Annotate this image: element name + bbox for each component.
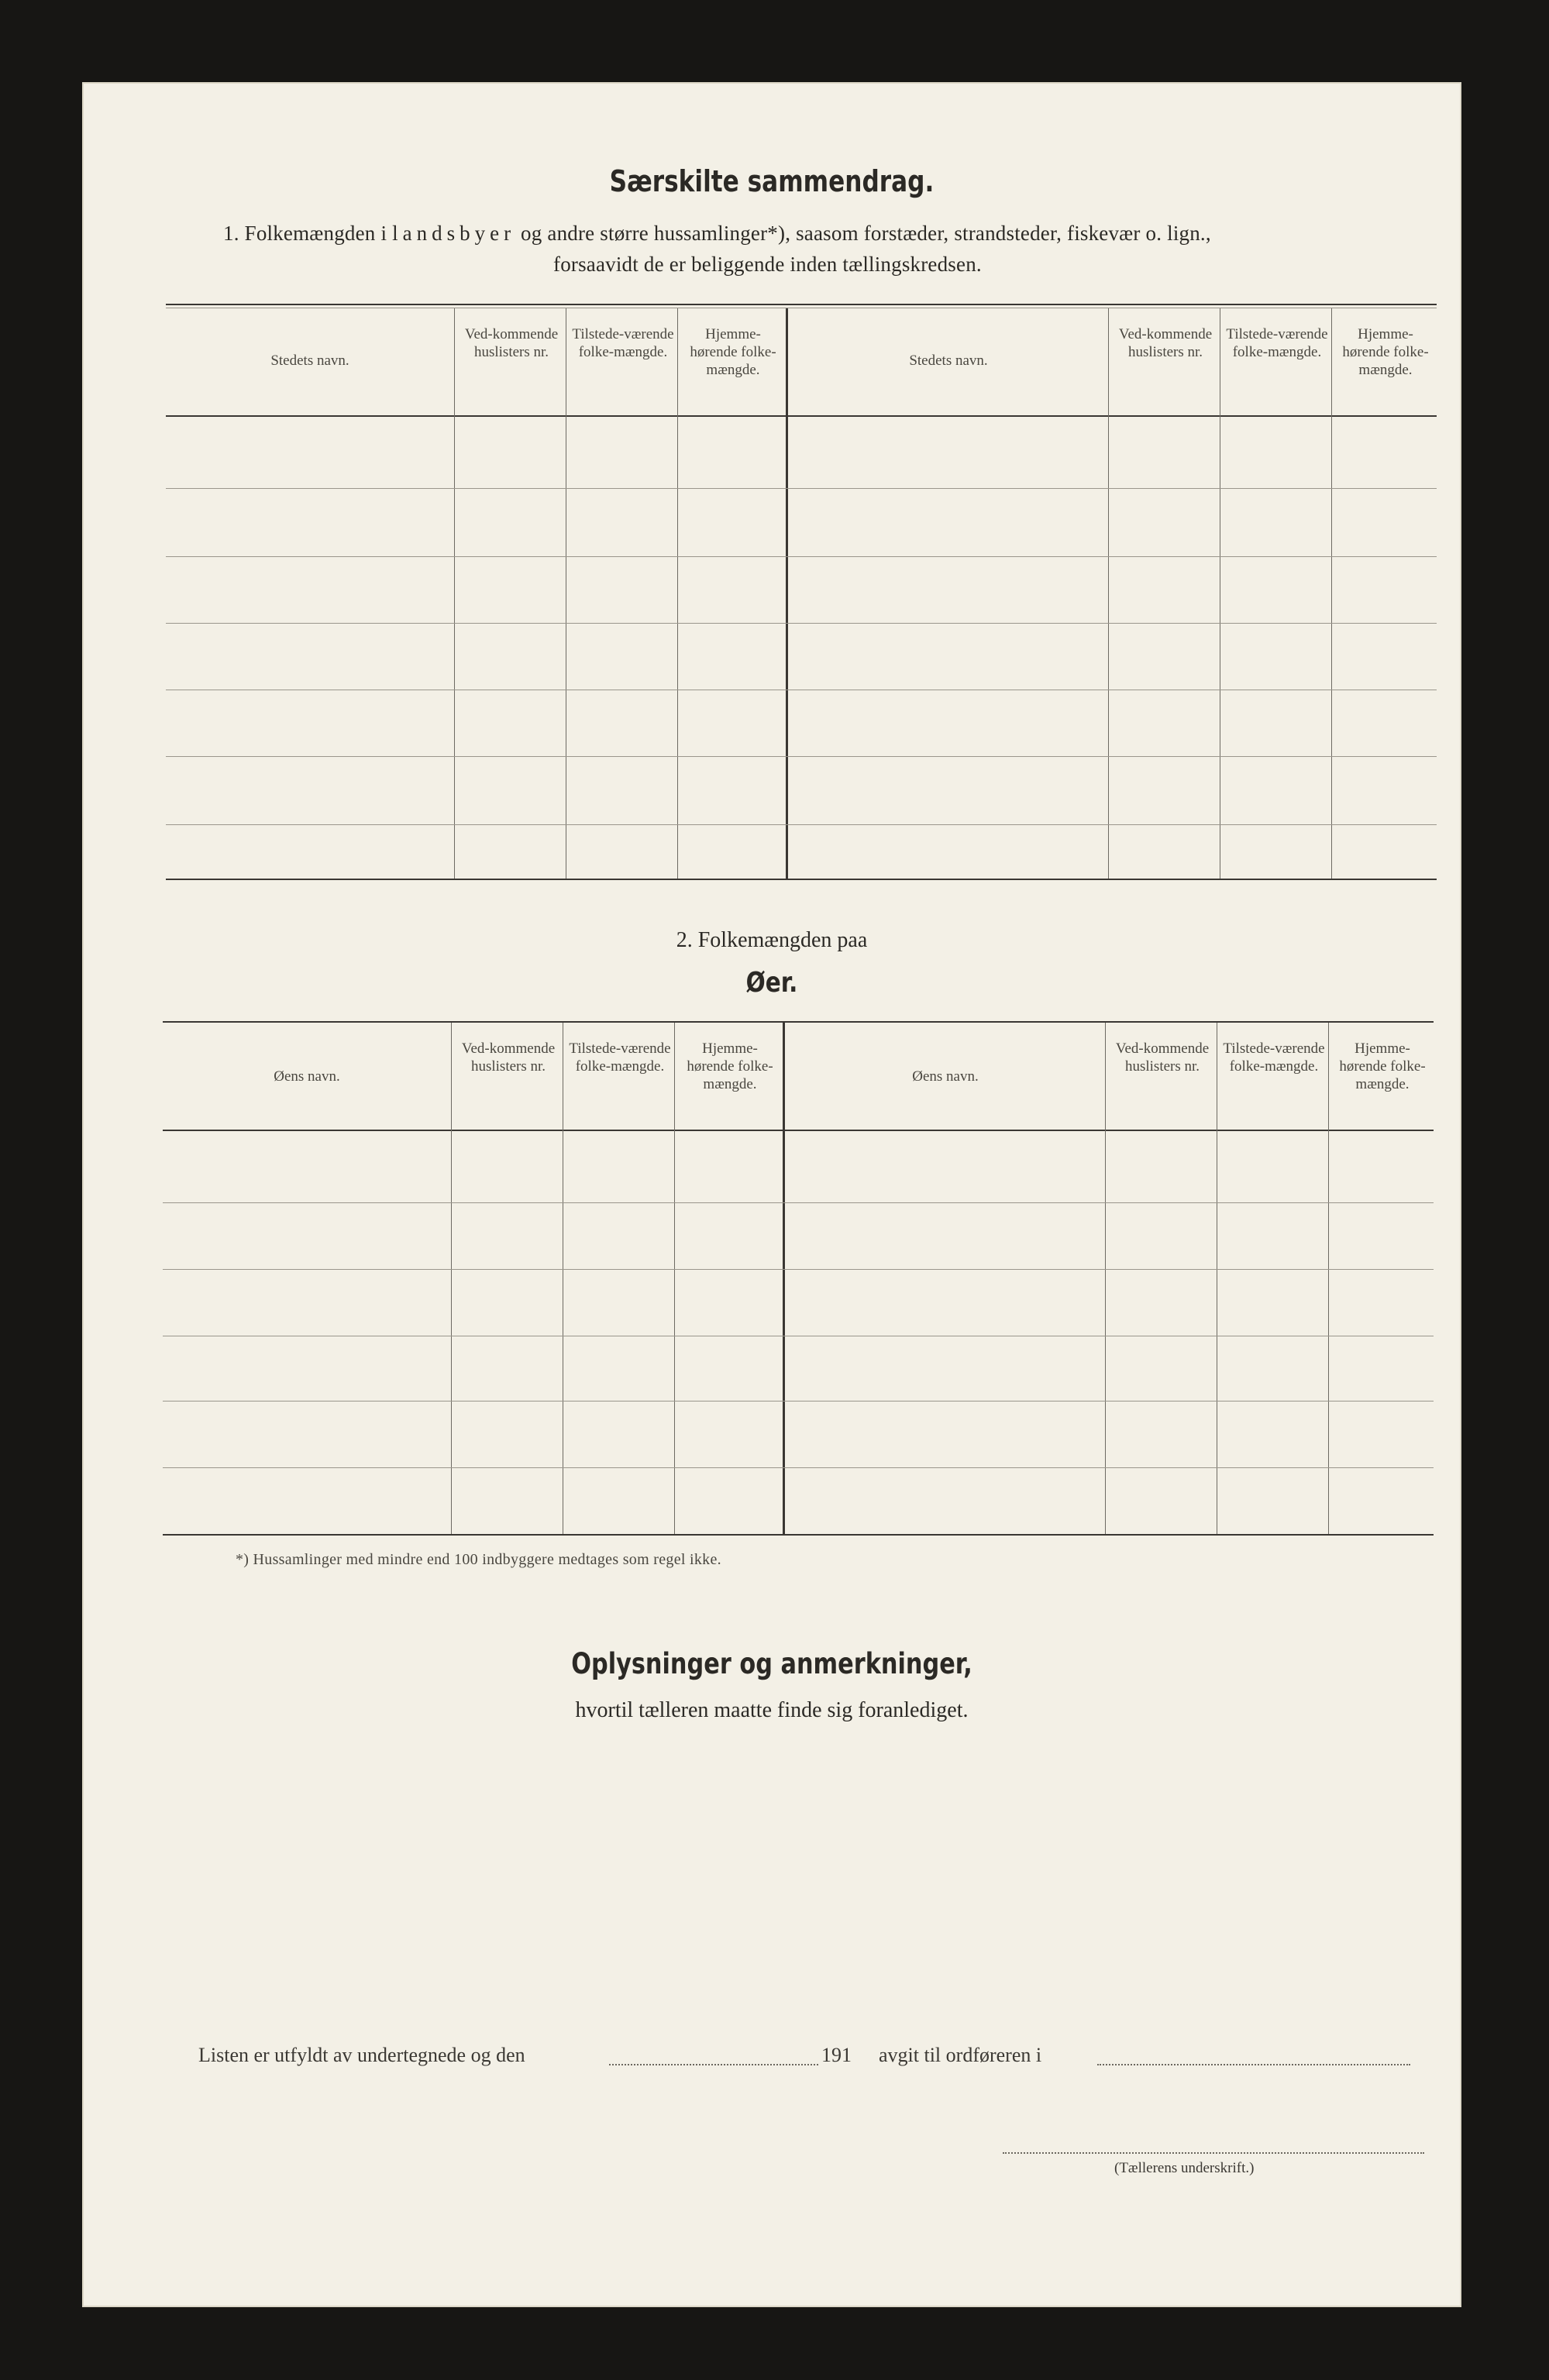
col-header-hjemmehorende-3: Hjemme-hørende folke-mængde. [687, 1040, 773, 1092]
signature-year: 191 [821, 2044, 852, 2066]
section1-text-spaced: landsbyer [392, 222, 516, 245]
section1-intro-line1 [223, 222, 1211, 246]
signature-field[interactable] [1003, 2152, 1424, 2154]
col-header-tilstedevaerende: Tilstede-værende folke-mængde. [572, 326, 674, 360]
col-header-tilstedevaerende-3: Tilstede-værende folke-mængde. [569, 1040, 671, 1075]
col-header-oens-navn: Øens navn. [274, 1068, 340, 1085]
col-header-tilstedevaerende-4: Tilstede-værende folke-mængde. [1223, 1040, 1325, 1075]
col-header-stedets-navn: Stedets navn. [270, 353, 349, 369]
col-header-huslisters-nr-3: Ved-kommende huslisters nr. [461, 1040, 556, 1075]
municipality-field[interactable] [1097, 2064, 1410, 2065]
col-header-huslisters-nr-2: Ved-kommende huslisters nr. [1118, 326, 1213, 360]
signature-text-b: avgit til ordføreren i [879, 2044, 1042, 2066]
footnote: *) Hussamlinger med mindre end 100 indbyggere medtages som regel ikke. [236, 1551, 721, 1568]
signature-text-a: Listen er utfyldt av undertegnede og den [198, 2044, 525, 2066]
page-title: Særskilte sammendrag. [609, 164, 935, 198]
col-header-hjemmehorende-4: Hjemme-hørende folke-mængde. [1339, 1040, 1426, 1092]
col-header-stedets-navn-2: Stedets navn. [909, 353, 988, 369]
col-header-hjemmehorende-2: Hjemme-hørende folke-mængde. [1342, 326, 1429, 378]
section1-text-b: og andre større hussamlinger*), saasom forstæder, strandsteder, fiskevær o. lign., [521, 222, 1211, 245]
col-header-huslisters-nr-4: Ved-kommende huslisters nr. [1115, 1040, 1210, 1075]
col-header-oens-navn-2: Øens navn. [912, 1068, 979, 1085]
section2-subtitle: 2. Folkemængden paa [676, 928, 868, 952]
col-header-hjemmehorende: Hjemme-hørende folke-mængde. [690, 326, 776, 378]
date-field[interactable] [609, 2064, 818, 2065]
col-header-tilstedevaerende-2: Tilstede-værende folke-mængde. [1226, 326, 1328, 360]
section1-number: 1. [223, 222, 239, 245]
section3-subtitle: hvortil tælleren maatte finde sig foranlediget. [575, 1698, 969, 1722]
census-form-page [84, 84, 1460, 2306]
section3-title: Oplysninger og anmerkninger, [571, 1647, 972, 1680]
section1-intro-line2: forsaavidt de er beliggende inden tællingskredsen. [553, 253, 982, 276]
section1-text-a: Folkemængden i [244, 222, 387, 245]
col-header-huslisters-nr: Ved-kommende huslisters nr. [464, 326, 559, 360]
signature-caption: (Tællerens underskrift.) [1114, 2160, 1255, 2176]
section2-title: Øer. [745, 967, 798, 999]
